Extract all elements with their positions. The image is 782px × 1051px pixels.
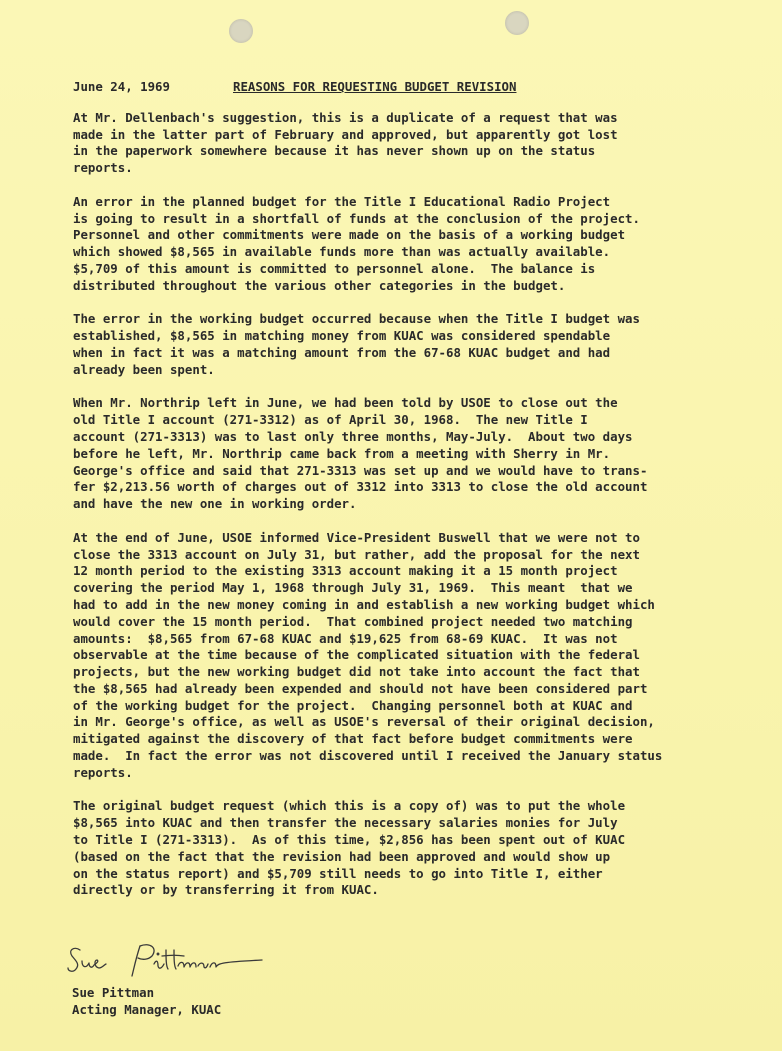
paragraph-4: When Mr. Northrip left in June, we had been told by USOE to close out the old Title I account (271-3312) as of April 30, 1968. The new Title I account (271-3313) was to last only three months, May-July. About two days before he left, Mr. Northrip came back from a meeting with Sherry in Mr. George's office and said that 271-3313 was set up and we would have to trans- fer $2,213.56 worth of charges out of 3312 into 3313 to close the old account and have the new one in working order. [73,395,648,512]
punch-hole-right [505,11,529,35]
signer-title: Acting Manager, KUAC [72,1002,222,1017]
letter-header [73,79,743,96]
punch-hole-left [229,19,253,43]
paragraph-2: An error in the planned budget for the Title I Educational Radio Project is going to result in a shortfall of funds at the conclusion of the project. Personnel and other commitments were made on the basis of a working budget which showed $8,565 in available funds more than was actually available. $5,709 of this amount is committed to personnel alone. The balance is distributed throughout the various other categories in the budget. [73,193,640,293]
paragraph-1: At Mr. Dellenbach's suggestion, this is a duplicate of a request that was made in the latter part of February and approved, but apparently got lost in the paperwork somewhere because it has never shown up on the status reports. [73,109,618,176]
handwritten-signature [66,936,266,984]
paragraph-5: At the end of June, USOE informed Vice-President Buswell that we were not to close the 3313 account on July 31, but rather, add the proposal for the next 12 month period to the existing 3313 account making it a 15 month project covering the period May 1, 1968 through July 31, 1969. This meant that we had to add in the new money coming in and establish a new working budget which would cover the 15 month period. That combined project needed two matching amounts: $8,565 from 67-68 KUAC and $19,625 from 68-69 KUAC. It was not observable at the time because of the complicated situation with the federal projects, but the new working budget did not take into account the fact that the $8,565 had already been expended and should not have been considered part of the working budget for the project. Changing personnel both at KUAC and in Mr. George's office, as well as USOE's reversal of their original decision, mitigated against the discovery of that fact before budget commitments were made. In fact the error was not discovered until I received the January status reports. [73,529,663,780]
letter-title: REASONS FOR REQUESTING BUDGET REVISION [233,79,517,94]
signer-name: Sue Pittman [72,985,155,1000]
signature-block [66,936,326,1018]
letter-date: June 24, 1969 [73,79,170,94]
letter-body [73,79,743,916]
paragraph-3: The error in the working budget occurred because when the Title I budget was established, $8,565 in matching money from KUAC was considered spendable when in fact it was a matching amount from the 67-68 KUAC budget and had already been spent. [73,311,640,377]
paragraph-6: The original budget request (which this is a copy of) was to put the whole $8,565 into KUAC and then transfer the necessary salaries monies for July to Title I (271-3313). As of this time, $2,856 has been spent out of KUAC (based on the fact that the revision had been approved and would show up on the status report) and $5,709 still needs to go into Title I, either directly or by transferring it from KUAC. [73,798,626,898]
